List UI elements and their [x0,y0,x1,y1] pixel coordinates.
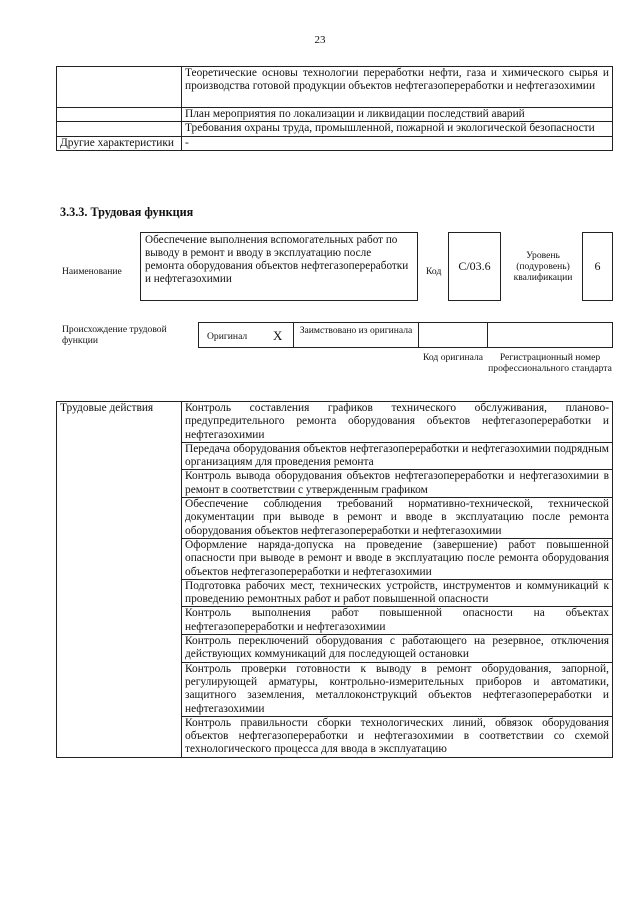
row-text: - [182,136,613,150]
table-row [57,136,613,150]
level-label: Уровень (подуровень) квалификации [513,250,573,283]
original-code-box [418,322,488,348]
original-label: Оригинал [207,331,248,342]
code-label: Код [426,266,442,277]
qualification-level-box: 6 [582,232,613,301]
labor-action-item: Контроль правильности сборки технологических линий, обвязок оборудования объектов нефтегазопереработки и нефтегазохимии в соответствии со схемой технологического процесса для ввода в эксплуатацию [182,716,613,757]
labor-action-item: Контроль выполнения работ повышенной опасности на объектах нефтегазопереработки и нефтегазохимии [182,607,613,635]
table-row [57,108,613,122]
name-label: Наименование [62,266,122,277]
registration-number-box [487,322,613,348]
origin-label: Происхождение трудовой функции [62,324,167,346]
labor-action-item: Обеспечение соблюдения требований нормативно-технической, технической документации при выводе в ремонт и вводе в эксплуатацию после ремонта оборудования объектов нефтегазопереработки и нефтегазохимии [182,498,613,539]
labor-action-item: Оформление наряда-допуска на проведение (завершение) работ повышенной опасности при выводе в ремонт и вводе в эксплуатацию после ремонта оборудования объектов нефтегазопереработки и нефтегазохимии [182,538,613,579]
function-code-box: C/03.6 [448,232,501,301]
row-text: Требования охраны труда, промышленной, пожарной и экологической безопасности [182,122,613,136]
row-text: Теоретические основы технологии переработки нефти, газа и химического сырья и производства готовой продукции объектов нефтегазопереработки и нефтегазохимии [182,67,613,108]
labor-action-item: Контроль вывода оборудования объектов нефтегазопереработки и нефтегазохимии в ремонт в соответствии с утвержденным графиком [182,470,613,498]
row-label: Другие характеристики [57,136,182,150]
table-row [57,402,613,443]
table-row [57,67,613,108]
row-label [57,108,182,122]
page-number: 23 [314,34,326,46]
row-label [57,122,182,136]
labor-actions-table [56,401,613,758]
section-heading: 3.3.3. Трудовая функция [60,205,194,219]
labor-action-item: Контроль переключений оборудования с работающего на резервное, отключения действующих коммуникаций для последующей остановки [182,635,613,663]
row-text: План мероприятия по локализации и ликвидации последствий аварий [182,108,613,122]
code-caption: Код оригинала [422,352,484,363]
labor-action-item: Контроль составления графиков технического обслуживания, планово-предупредительного ремонта оборудования объектов нефтегазопереработки и нефтегазохимии [182,402,613,443]
borrowed-box: Заимствовано из оригинала [293,322,419,348]
registration-caption: Регистрационный номер профессионального стандарта [488,352,612,374]
original-mark: X [273,328,283,343]
function-name-box: Обеспечение выполнения вспомогательных работ по выводу в ремонт и вводу в эксплуатацию после ремонта оборудования объектов нефтегазопереработки и нефтегазохимии [140,232,418,301]
table-row [57,122,613,136]
labor-action-item: Контроль проверки готовности к выводу в ремонт оборудования, запорной, регулирующей арматуры, контрольно-измерительных приборов и автоматики, защитного заземления, металлоконструкций объектов нефтегазопереработки и нефтегазохимии [182,662,613,716]
row-label [57,67,182,108]
original-box [198,322,294,348]
knowledge-table [56,66,613,151]
labor-action-item: Передача оборудования объектов нефтегазопереработки и нефтегазохимии подрядным организациям для проведения ремонта [182,442,613,470]
labor-actions-label: Трудовые действия [57,402,182,758]
labor-action-item: Подготовка рабочих мест, технических устройств, инструментов и коммуникаций к проведению ремонтных работ и работ повышенной опасности [182,579,613,607]
